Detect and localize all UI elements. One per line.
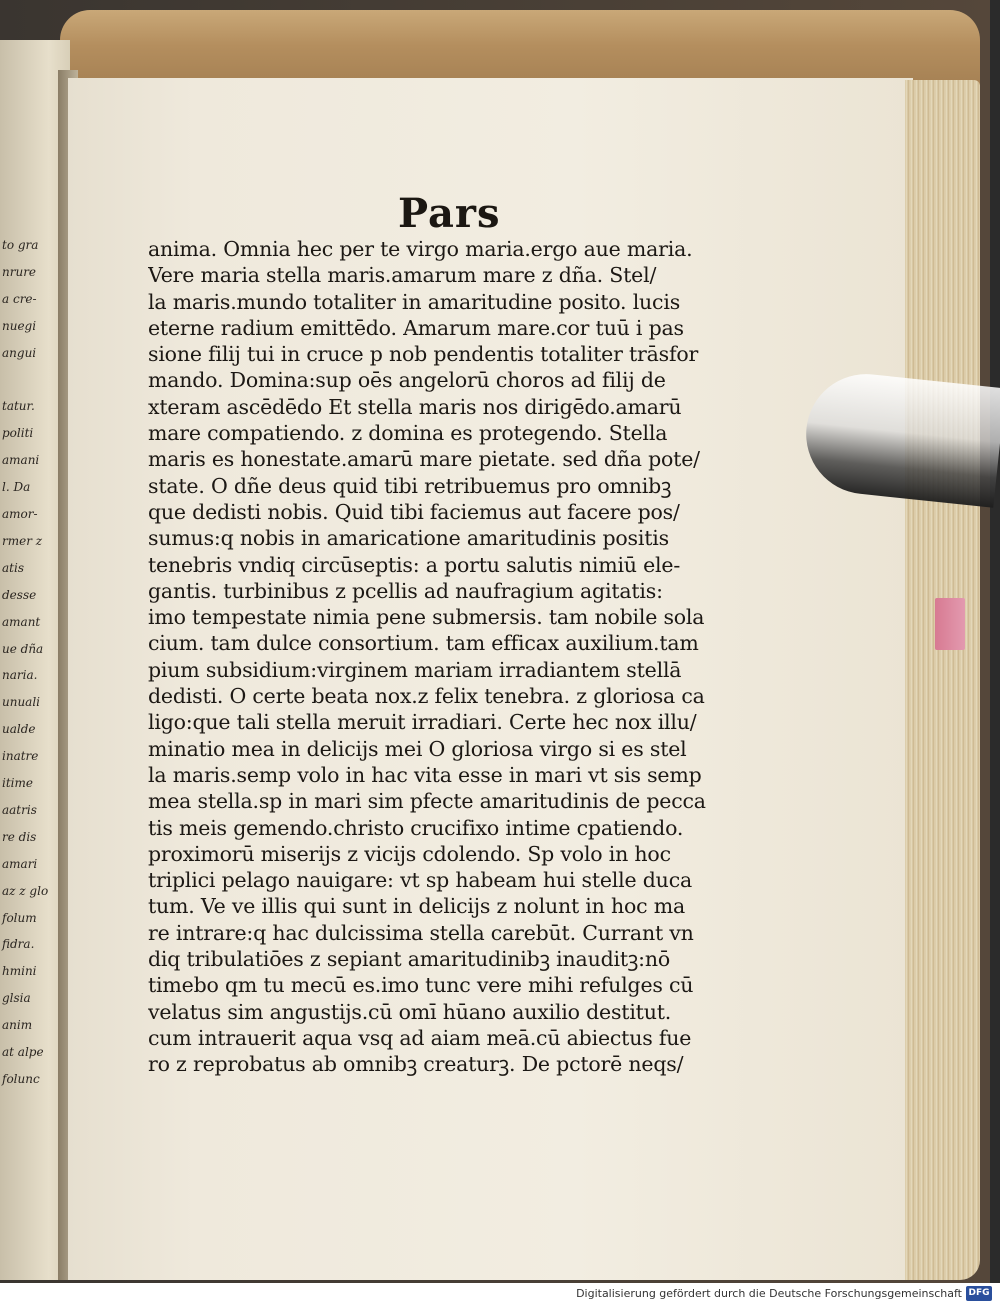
text-line: anima. Omnia hec per te virgo maria.ergo aue maria. [148,237,693,261]
text-line: tis meis gemendo.christo crucifixo intime cpatiendo. [148,815,684,840]
text-line: ligo:que tali stella meruit irradiari. Certe hec nox illu/ [148,710,697,735]
left-page-line: angui [2,345,37,360]
text-line: diq tribulatiōes z sepiant amaritudinibꝫ inauditꝫ:nō [148,947,671,972]
text-line: ro z reprobatus ab omnibꝫ creaturꝫ. De pctorē neqs/ [148,1052,684,1077]
text-line: re intrare:q hac dulcissima stella carebūt. Currant vn [148,920,694,945]
left-page-line: nuegi [2,318,37,333]
footer-bar [0,1283,1000,1305]
page-heading: Pars [398,190,501,237]
text-line: xteram ascēdēdo Et stella maris nos dirigēdo.amarū [148,394,682,419]
text-line: triplici pelago nauigare: vt sp habeam hui stelle duca [148,868,692,893]
text-block [148,236,748,1078]
left-page-line: naria. [2,668,38,683]
left-page-line: unuali [2,695,41,710]
left-page-line: politi [2,426,34,441]
left-page-line: at alpe [2,1045,44,1059]
text-line: pium subsidium:virginem mariam irradiantem stellā [148,657,682,682]
left-page-line: aatris [2,802,37,817]
left-page-line: itime [2,776,33,790]
left-page-line: inatre [2,749,39,764]
text-line: mando. Domina:sup oēs angelorū choros ad filij de [148,368,666,393]
left-page-line: nrure [2,264,37,279]
text-line: mare compatiendo. z domina es protegendo. Stella [148,421,668,446]
funding-notice: Digitalisierung gefördert durch die Deutsche Forschungsgemeinschaft [576,1287,962,1300]
left-page-line: amant [2,614,41,629]
text-line: mea stella.sp in mari sim pfecte amaritudinis de pecca [148,789,706,814]
left-page-line: anim [2,1018,33,1033]
left-page-line: to gra [2,238,39,252]
text-line: imo tempestate nimia pene submersis. tam nobile sola [148,605,705,630]
left-page-line: rmer z [2,533,43,548]
dfg-logo-icon: DFG [966,1286,992,1301]
left-page-line: amani [2,453,40,468]
left-page-line: l. Da [2,480,31,495]
page-stack-edge [905,80,980,1280]
left-page-line: a cre- [2,291,37,306]
text-line: proximorū miserijs z vicijs cdolendo. Sp volo in hoc [148,841,671,866]
text-line: gantis. turbinibus z pcellis ad naufragium agitatis: [148,578,663,603]
text-line: eterne radium emittēdo. Amarum mare.cor tuū i pas [148,315,684,340]
left-page-line: desse [2,587,37,602]
text-line: la maris.semp volo in hac vita esse in mari vt sis semp [148,762,702,787]
left-page-line: hmini [2,964,37,979]
left-page-line: az z glo [2,883,49,898]
left-page-line: glsia [2,991,31,1006]
left-page-line: atis [2,560,24,575]
text-line: cium. tam dulce consortium. tam efficax auxilium.tam [148,631,699,656]
left-page-line: folunc [2,1071,40,1086]
left-page-line: ue dña [2,641,44,656]
left-page-line: amari [2,856,38,871]
text-line: sumus:q nobis in amaricatione amaritudinis positis [148,526,669,551]
left-page-line: re dis [2,829,37,844]
text-line: tum. Ve ve illis qui sunt in delicijs z nolunt in hoc ma [148,894,685,919]
text-line: tenebris vndiq circūseptis: a portu salutis nimiū ele- [148,552,681,577]
left-page-line: tatur. [2,399,35,414]
left-page-line: fidra. [2,937,35,952]
left-page-line: amor- [2,507,38,521]
text-line: sione filij tui in cruce p nob pendentis totaliter trāsfor [148,342,699,367]
text-line: timebo qm tu mecū es.imo tunc vere mihi refulges cū [148,973,694,998]
text-line: velatus sim angustijs.cū omī hūano auxilio destitut. [148,999,672,1024]
text-line: maris es honestate.amarū mare pietate. sed dña pote/ [148,447,700,472]
text-line: state. O dñe deus quid tibi retribuemus pro omnibꝫ [148,473,672,498]
text-line: minatio mea in delicijs mei O gloriosa virgo si es stel [148,736,687,761]
bookmark-tab [935,598,965,650]
text-line: dedisti. O certe beata nox.z felix tenebra. z gloriosa ca [148,684,705,709]
text-line: que dedisti nobis. Quid tibi faciemus aut facere pos/ [148,499,680,524]
text-line: Vere maria stella maris.amarum mare z dña. Stel/ [148,263,657,288]
text-line: cum intrauerit aqua vsq ad aiam meā.cū abiectus fue [148,1025,692,1050]
left-page-line: ualde [2,722,36,737]
text-line: la maris.mundo totaliter in amaritudine posito. lucis [148,289,681,314]
left-page-line: folum [2,910,37,925]
